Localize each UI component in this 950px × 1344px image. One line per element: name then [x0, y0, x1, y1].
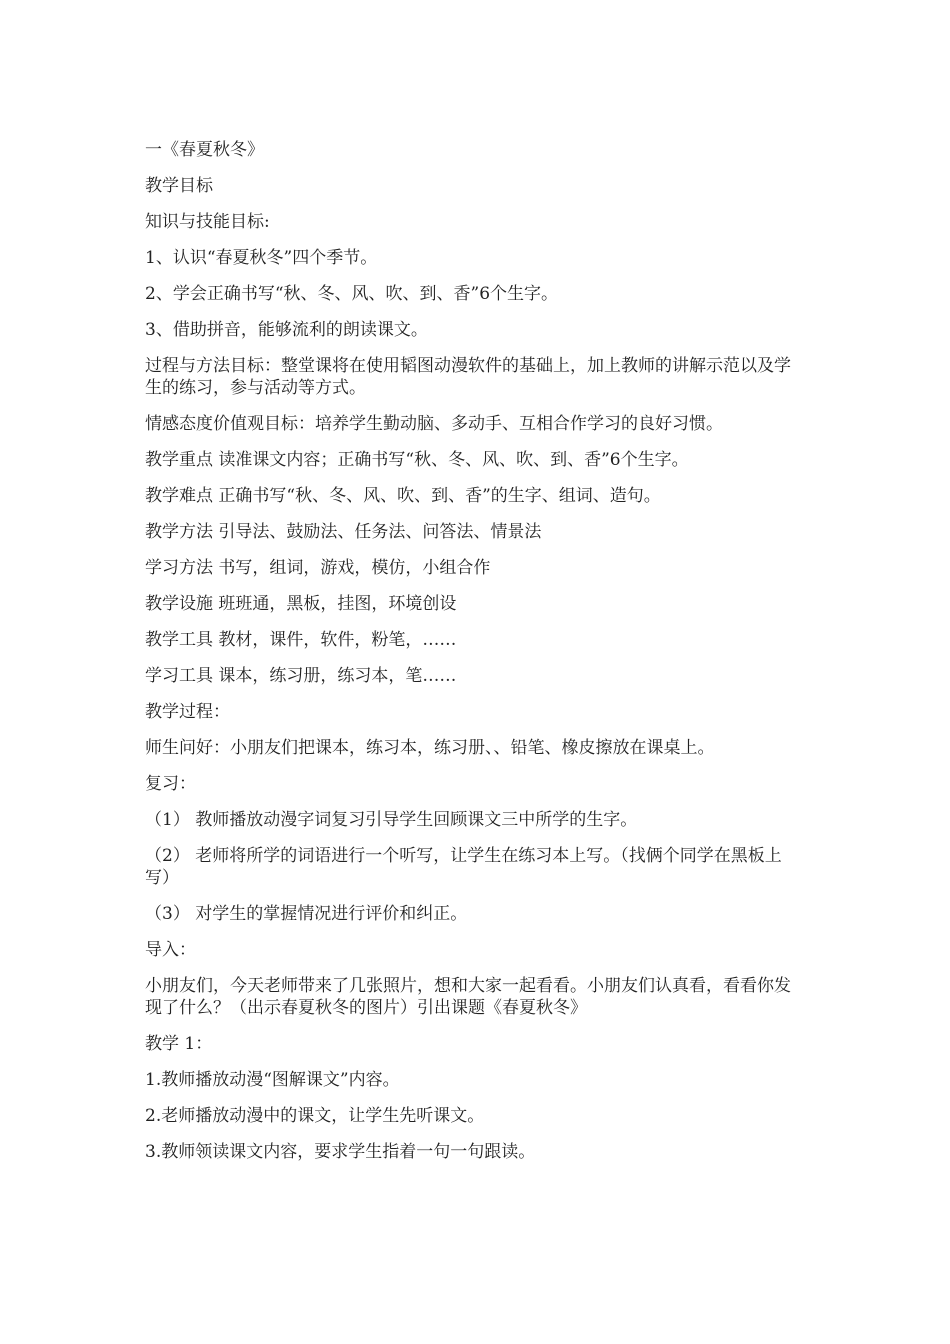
- review-item-1: （1） 教师播放动漫字词复习引导学生回顾课文三中所学的生字。: [145, 810, 638, 830]
- review-item-2: （2） 老师将所学的词语进行一个听写，让学生在练习本上写。（找俩个同学在黑板上写）: [145, 846, 782, 888]
- review-item-3: （3） 对学生的掌握情况进行评价和纠正。: [145, 904, 468, 924]
- emotion-value-goal: 情感态度价值观目标：培养学生勤动脑、多动手、互相合作学习的良好习惯。: [145, 414, 723, 434]
- goal-item-1: 1、认识“春夏秋冬”四个季节。: [145, 248, 378, 268]
- goal-item-3: 3、借助拼音，能够流利的朗读课文。: [145, 320, 428, 340]
- greeting-paragraph: 师生问好：小朋友们把课本，练习本，练习册、、铅笔、橡皮擦放在课桌上。: [145, 738, 715, 758]
- section-heading-introduction: 导入：: [145, 940, 196, 960]
- goal-item-2: 2、学会正确书写“秋、冬、风、吹、到、香”6个生字。: [145, 284, 559, 304]
- section-heading-teaching-process: 教学过程：: [145, 702, 230, 722]
- process-method-goal: 过程与方法目标：整堂课将在使用韬图动漫软件的基础上，加上教师的讲解示范以及学生的练习，参与活动等方式。: [145, 356, 791, 398]
- teaching-methods: 教学方法 引导法、鼓励法、任务法、问答法、情景法: [145, 522, 542, 542]
- teaching-difficulties: 教学难点 正确书写“秋、冬、风、吹、到、香”的生字、组词、造句。: [145, 486, 661, 506]
- introduction-paragraph: 小朋友们，今天老师带来了几张照片，想和大家一起看看。小朋友们认真看，看看你发现了什么？（出示春夏秋冬的图片）引出课题《春夏秋冬》: [145, 976, 791, 1018]
- learning-tools: 学习工具 课本，练习册，练习本，笔……: [145, 666, 457, 686]
- lesson-title: 一《春夏秋冬》: [145, 140, 264, 160]
- learning-methods: 学习方法 书写，组词，游戏，模仿，小组合作: [145, 558, 491, 578]
- teaching-step-2: 2.老师播放动漫中的课文，让学生先听课文。: [145, 1106, 485, 1126]
- teaching-step-1: 1.教师播放动漫“图解课文”内容。: [145, 1070, 400, 1090]
- section-heading-review: 复习：: [145, 774, 196, 794]
- teaching-step-3: 3.教师领读课文内容，要求学生指着一句一句跟读。: [145, 1142, 536, 1162]
- teaching-key-points: 教学重点 读准课文内容；正确书写“秋、冬、风、吹、到、香”6个生字。: [145, 450, 689, 470]
- section-heading-teaching-1: 教学 1：: [145, 1034, 213, 1054]
- document-body: [145, 139, 805, 1177]
- section-heading-teaching-goals: 教学目标: [145, 176, 213, 196]
- teaching-tools: 教学工具 教材，课件，软件，粉笔，……: [145, 630, 457, 650]
- subheading-knowledge-goals: 知识与技能目标:: [145, 212, 270, 232]
- teaching-facilities: 教学设施 班班通，黑板，挂图，环境创设: [145, 594, 457, 614]
